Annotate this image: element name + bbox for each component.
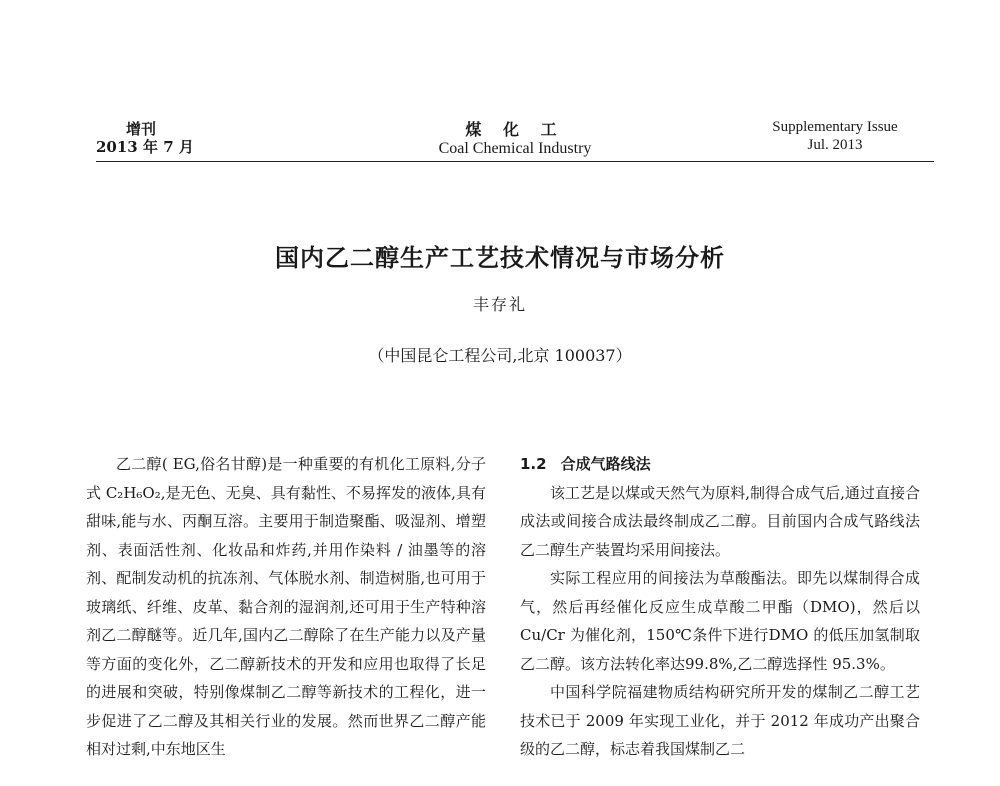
journal-name-en: Coal Chemical Industry — [438, 140, 592, 158]
issue-label: 增刊 — [126, 120, 157, 138]
body-paragraph-1: 该工艺是以煤或天然气为原料,制得合成气后,通过直接合成法或间接合成法最终制成乙二醇。目前国内合成气路线法乙二醇生产装置均采用间接法。 — [520, 483, 920, 559]
body-paragraph-2: 实际工程应用的间接法为草酸酯法。即先以煤制得合成气，然后再经催化反应生成草酸二甲酯（DMO)，然后以 Cu/Cr 为催化剂，150℃条件下进行DMO 的低压加氢制取乙二醇。该方法转化率达99.8%,乙二醇选择性 95.3%。 — [520, 569, 920, 673]
paper-title: 国内乙二醇生产工艺技术情况与市场分析 — [275, 244, 725, 272]
section-heading — [520, 450, 920, 479]
journal-name-cn: 煤 化 工 — [465, 120, 565, 139]
left-column — [86, 450, 486, 764]
issue-date-en: Jul. 2013 — [807, 137, 863, 153]
running-header-left — [96, 120, 194, 156]
section-title: 合成气路线法 — [560, 455, 651, 473]
running-header-right — [740, 118, 930, 154]
issue-label-en: Supplementary Issue — [772, 119, 898, 135]
right-column — [520, 450, 920, 764]
header-rule — [96, 161, 934, 162]
intro-paragraph: 乙二醇( EG,俗名甘醇)是一种重要的有机化工原料,分子式 C₂H₆O₂,是无色、无臭、具有黏性、不易挥发的液体,具有甜味,能与水、丙酮互溶。主要用于制造聚酯、吸湿剂、增塑剂、表面活性剂、化妆品和炸药,并用作染料 / 油墨等的溶剂、配制发动机的抗冻剂、气体脱水剂、制造树脂,也可用于玻璃纸、纤维、皮革、黏合剂的湿润剂,还可用于生产特种溶剂乙二醇醚等。近几年,国内乙二醇除了在生产能力以及产量等方面的变化外，乙二醇新技术的开发和应用也取得了长足的进展和突破，特别像煤制乙二醇等新技术的工程化，进一步促进了乙二醇及其相关行业的发展。然而世界乙二醇产能相对过剩,中东地区生 — [86, 455, 486, 758]
body-paragraph-3: 中国科学院福建物质结构研究所开发的煤制乙二醇工艺技术已于 2009 年实现工业化，并于 2012 年成功产出聚合级的乙二醇，标志着我国煤制乙二 — [520, 683, 920, 758]
author-affiliation: （中国昆仑工程公司,北京 100037） — [368, 346, 632, 365]
running-header-center — [400, 120, 630, 158]
issue-date: 2013 年 7 月 — [96, 138, 194, 156]
section-number: 1.2 — [520, 455, 547, 473]
author-name: 丰存礼 — [472, 295, 527, 314]
